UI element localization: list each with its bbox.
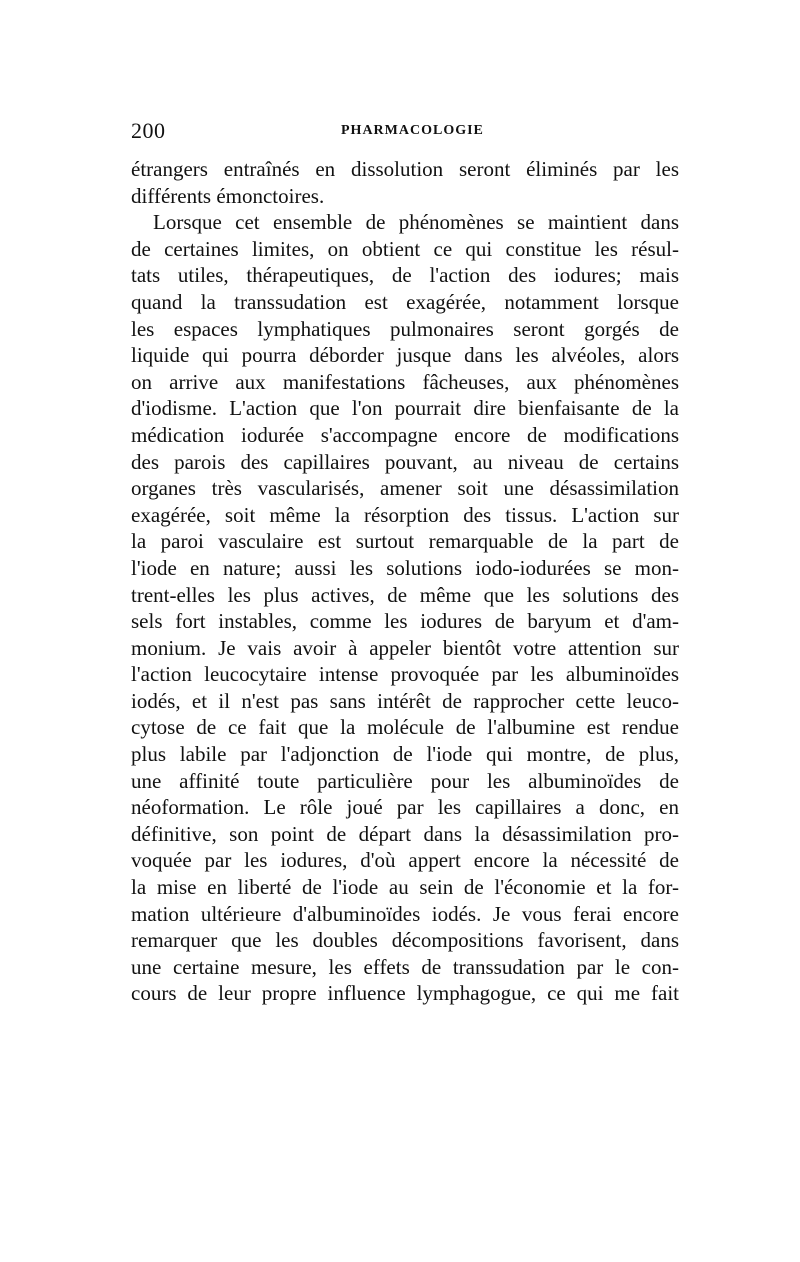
text-line: une certaine mesure, les effets de transsudation par le con- [131, 954, 679, 979]
running-head [131, 118, 679, 144]
body-text [131, 156, 679, 1007]
text-line: cytose de ce fait que la molécule de l'albumine est rendue [131, 715, 679, 740]
text-line: monium. Je vais avoir à appeler bientôt votre attention sur [131, 635, 679, 660]
page-number: 200 [131, 118, 166, 143]
text-line: iodés, et il n'est pas sans intérêt de rapprocher cette leuco- [131, 688, 679, 713]
text-line: médication iodurée s'accompagne encore de modifications [131, 422, 679, 447]
text-line: liquide qui pourra déborder jusque dans les alvéoles, alors [131, 343, 679, 368]
text-line: l'iode en nature; aussi les solutions iodo-iodurées se mon- [131, 555, 679, 580]
text-line: définitive, son point de départ dans la désassimilation pro- [131, 821, 679, 846]
text-line: tats utiles, thérapeutiques, de l'action des iodures; mais [131, 263, 679, 288]
text-line: remarquer que les doubles décompositions favorisent, dans [131, 928, 679, 953]
text-line: la mise en liberté de l'iode au sein de l'économie et la for- [131, 875, 679, 900]
text-line: exagérée, soit même la résorption des tissus. L'action sur [131, 502, 679, 527]
text-line: sels fort instables, comme les iodures de baryum et d'am- [131, 609, 679, 634]
text-line: une affinité toute particulière pour les albuminoïdes de [131, 768, 679, 793]
text-line: étrangers entraînés en dissolution seront éliminés par les [131, 157, 679, 181]
text-line: néoformation. Le rôle joué par les capillaires a donc, en [131, 795, 679, 820]
text-line: les espaces lymphatiques pulmonaires seront gorgés de [131, 316, 679, 341]
text-line: la paroi vasculaire est surtout remarquable de la part de [131, 529, 679, 554]
text-line: on arrive aux manifestations fâcheuses, aux phénomènes [131, 369, 679, 394]
text-line: d'iodisme. L'action que l'on pourrait dire bienfaisante de la [131, 396, 679, 421]
text-line: des parois des capillaires pouvant, au niveau de certains [131, 449, 679, 474]
text-line: cours de leur propre influence lymphagogue, ce qui me fait [131, 981, 679, 1006]
text-line: trent-elles les plus actives, de même que les solutions des [131, 582, 679, 607]
running-title: PHARMACOLOGIE [341, 123, 484, 138]
text-line: l'action leucocytaire intense provoquée par les albuminoïdes [131, 662, 679, 687]
text-line: Lorsque cet ensemble de phénomènes se maintient dans [153, 210, 679, 235]
text-line: différents émonctoires. [131, 183, 325, 208]
text-line: voquée par les iodures, d'où appert encore la nécessité de [131, 848, 679, 873]
text-line: quand la transsudation est exagérée, notamment lorsque [131, 289, 679, 314]
text-line: de certaines limites, on obtient ce qui constitue les résul- [131, 236, 679, 261]
text-line: plus labile par l'adjonction de l'iode qui montre, de plus, [131, 742, 679, 767]
text-line: mation ultérieure d'albuminoïdes iodés. Je vous ferai encore [131, 901, 679, 926]
text-line: organes très vascularisés, amener soit une désassimilation [131, 476, 679, 501]
